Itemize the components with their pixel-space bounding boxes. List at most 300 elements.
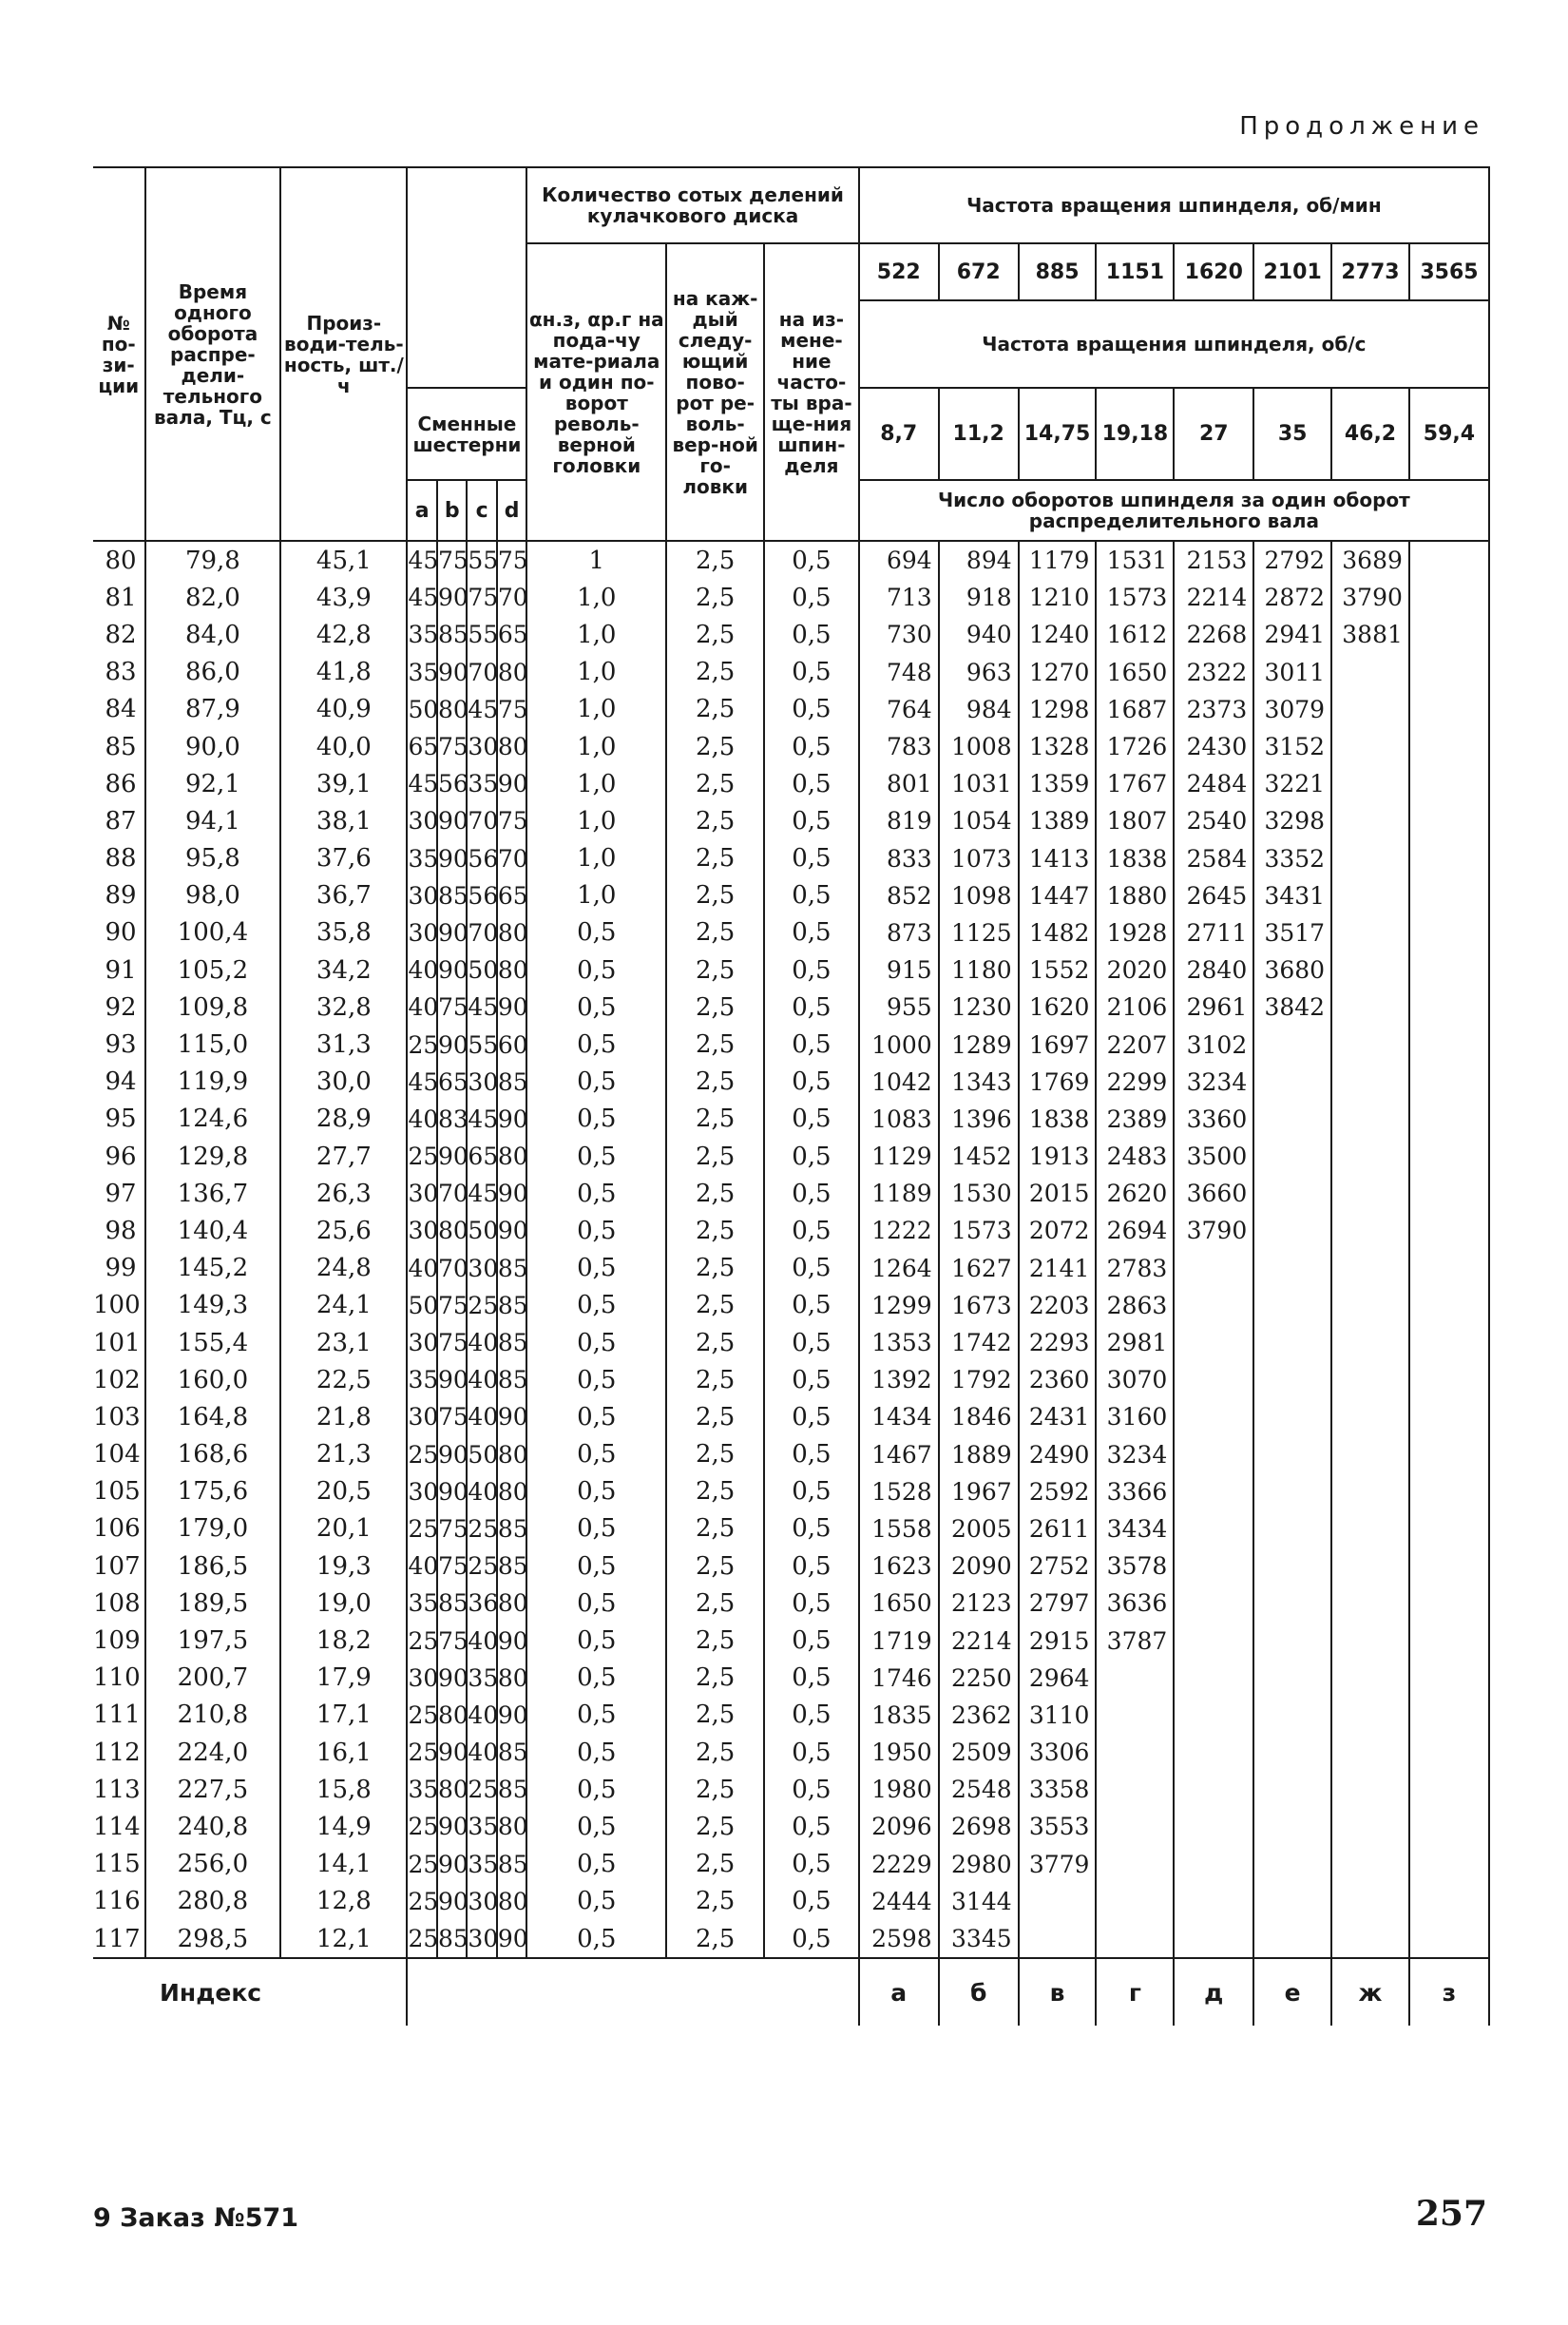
cell-turns (1253, 1585, 1331, 1622)
cell-turns: 3779 (1019, 1846, 1097, 1883)
spindle-table (93, 166, 1490, 2026)
cell-gear-a: 45 (407, 541, 436, 579)
cell-gear-d: 90 (497, 1697, 526, 1734)
cell-div-feed: 1,0 (526, 691, 666, 728)
cell-turns: 2598 (859, 1920, 939, 1958)
cell-gear-b: 75 (437, 1622, 467, 1659)
cell-div-each: 2,5 (666, 1398, 764, 1435)
cell-turns: 2941 (1253, 616, 1331, 653)
cell-div-each: 2,5 (666, 1101, 764, 1138)
cell-turns (1331, 1398, 1409, 1435)
table-row (93, 1660, 1489, 1697)
cell-turns: 2020 (1096, 951, 1174, 989)
cell-turns: 3234 (1174, 1064, 1253, 1101)
cell-gear-a: 25 (407, 1026, 436, 1063)
cell-turns: 1230 (939, 989, 1019, 1026)
cell-gear-b: 90 (437, 1473, 467, 1510)
cell-turns: 894 (939, 541, 1019, 579)
cell-turns (1253, 1808, 1331, 1845)
cell-gear-c: 35 (467, 1808, 496, 1845)
cell-turns: 3160 (1096, 1398, 1174, 1435)
cell-turns (1331, 728, 1409, 765)
cell-gear-d: 80 (497, 1138, 526, 1175)
cell-turns: 1769 (1019, 1064, 1097, 1101)
cell-gear-b: 80 (437, 1212, 467, 1249)
cell-turns: 2698 (939, 1808, 1019, 1845)
cell-turns: 783 (859, 728, 939, 765)
cell-turns (1253, 1473, 1331, 1510)
cell-div-each: 2,5 (666, 541, 764, 579)
cell-gear-d: 85 (497, 1734, 526, 1771)
cell-turns (1331, 1920, 1409, 1958)
cell-div-change: 0,5 (764, 579, 859, 616)
cell-turns (1409, 1026, 1489, 1063)
cell-div-change: 0,5 (764, 1622, 859, 1659)
cell-turns: 2431 (1019, 1398, 1097, 1435)
cell-div-feed: 0,5 (526, 1510, 666, 1547)
cell-gear-b: 75 (437, 989, 467, 1026)
header-position: № по-зи-ции (93, 167, 145, 541)
cell-gear-d: 85 (497, 1547, 526, 1585)
cell-turns: 2961 (1174, 989, 1253, 1026)
cell-turns (1409, 1361, 1489, 1398)
rps-value: 14,75 (1019, 388, 1097, 480)
cell-div-each: 2,5 (666, 802, 764, 839)
cell-gear-c: 25 (467, 1771, 496, 1808)
cell-position: 88 (93, 840, 145, 877)
cell-turns (1174, 1510, 1253, 1547)
cell-cycle-time: 100,4 (145, 914, 281, 951)
cell-gear-c: 75 (467, 579, 496, 616)
cell-turns: 852 (859, 877, 939, 914)
cell-div-feed: 0,5 (526, 1547, 666, 1585)
cell-productivity: 26,3 (280, 1175, 407, 1212)
cell-turns (1331, 1101, 1409, 1138)
cell-turns: 2592 (1019, 1473, 1097, 1510)
cell-turns: 730 (859, 616, 939, 653)
cell-turns: 1353 (859, 1324, 939, 1361)
cell-gear-c: 30 (467, 1064, 496, 1101)
cell-productivity: 30,0 (280, 1064, 407, 1101)
cell-turns: 2362 (939, 1697, 1019, 1734)
cell-turns (1409, 1622, 1489, 1659)
cell-position: 86 (93, 765, 145, 802)
cell-turns: 764 (859, 691, 939, 728)
cell-turns (1253, 1436, 1331, 1473)
cell-turns (1409, 1473, 1489, 1510)
cell-gear-a: 25 (407, 1510, 436, 1547)
index-letter: ж (1331, 1958, 1409, 2026)
cell-cycle-time: 200,7 (145, 1660, 281, 1697)
cell-gear-d: 90 (497, 989, 526, 1026)
cell-turns (1096, 1920, 1174, 1958)
cell-cycle-time: 298,5 (145, 1920, 281, 1958)
cell-div-feed: 0,5 (526, 1846, 666, 1883)
cell-gear-a: 50 (407, 691, 436, 728)
cell-div-feed: 0,5 (526, 1771, 666, 1808)
table-row (93, 1622, 1489, 1659)
cell-div-feed: 1,0 (526, 654, 666, 691)
cell-position: 80 (93, 541, 145, 579)
cell-div-each: 2,5 (666, 1697, 764, 1734)
cell-turns: 1179 (1019, 541, 1097, 579)
cell-turns (1409, 1883, 1489, 1920)
cell-div-feed: 0,5 (526, 1287, 666, 1324)
cell-turns: 1950 (859, 1734, 939, 1771)
cell-gear-b: 70 (437, 1175, 467, 1212)
cell-turns (1331, 1771, 1409, 1808)
cell-gear-c: 25 (467, 1287, 496, 1324)
cell-div-each: 2,5 (666, 1436, 764, 1473)
cell-div-change: 0,5 (764, 1473, 859, 1510)
cell-turns: 1928 (1096, 914, 1174, 951)
cell-turns: 2203 (1019, 1287, 1097, 1324)
cell-turns: 3352 (1253, 840, 1331, 877)
cell-gear-b: 90 (437, 1808, 467, 1845)
cell-turns (1096, 1771, 1174, 1808)
cell-gear-b: 75 (437, 1510, 467, 1547)
cell-turns: 1913 (1019, 1138, 1097, 1175)
cell-productivity: 40,9 (280, 691, 407, 728)
table-body (93, 541, 1489, 1958)
cell-turns: 694 (859, 541, 939, 579)
cell-gear-c: 45 (467, 1101, 496, 1138)
cell-turns (1409, 1436, 1489, 1473)
cell-turns: 1650 (859, 1585, 939, 1622)
cell-gear-d: 80 (497, 1473, 526, 1510)
cell-turns (1409, 1398, 1489, 1435)
cell-turns: 984 (939, 691, 1019, 728)
cell-cycle-time: 224,0 (145, 1734, 281, 1771)
cell-turns: 1413 (1019, 840, 1097, 877)
cell-gear-c: 45 (467, 1175, 496, 1212)
cell-cycle-time: 98,0 (145, 877, 281, 914)
cell-position: 104 (93, 1436, 145, 1473)
cell-gear-d: 75 (497, 691, 526, 728)
cell-turns: 2360 (1019, 1361, 1097, 1398)
order-number: 9 Заказ №571 (93, 2203, 299, 2233)
cell-div-each: 2,5 (666, 1138, 764, 1175)
cell-turns: 2444 (859, 1883, 939, 1920)
cell-gear-a: 35 (407, 654, 436, 691)
cell-productivity: 20,5 (280, 1473, 407, 1510)
cell-turns: 1807 (1096, 802, 1174, 839)
table-row (93, 1324, 1489, 1361)
cell-turns (1174, 1398, 1253, 1435)
cell-turns: 1180 (939, 951, 1019, 989)
rpm-value: 2773 (1331, 243, 1409, 300)
cell-position: 87 (93, 802, 145, 839)
cell-productivity: 27,7 (280, 1138, 407, 1175)
cell-div-feed: 0,5 (526, 1026, 666, 1063)
cell-gear-c: 30 (467, 728, 496, 765)
cell-gear-b: 85 (437, 616, 467, 653)
cell-gear-a: 40 (407, 989, 436, 1026)
cell-cycle-time: 129,8 (145, 1138, 281, 1175)
cell-turns: 1328 (1019, 728, 1097, 765)
cell-div-change: 0,5 (764, 1250, 859, 1287)
cell-gear-a: 25 (407, 1734, 436, 1771)
cell-div-change: 0,5 (764, 1324, 859, 1361)
cell-turns: 3360 (1174, 1101, 1253, 1138)
cell-turns: 2509 (939, 1734, 1019, 1771)
cell-productivity: 42,8 (280, 616, 407, 653)
cell-productivity: 17,1 (280, 1697, 407, 1734)
rpm-value: 672 (939, 243, 1019, 300)
table-row (93, 802, 1489, 839)
cell-turns (1331, 1734, 1409, 1771)
cell-gear-a: 40 (407, 1547, 436, 1585)
cell-turns (1409, 1250, 1489, 1287)
cell-gear-a: 25 (407, 1808, 436, 1845)
cell-turns (1331, 914, 1409, 951)
cell-gear-d: 85 (497, 1287, 526, 1324)
cell-turns (1331, 1846, 1409, 1883)
cell-cycle-time: 227,5 (145, 1771, 281, 1808)
cell-gear-d: 85 (497, 1250, 526, 1287)
cell-div-change: 0,5 (764, 1808, 859, 1845)
cell-turns: 3070 (1096, 1361, 1174, 1398)
cell-cycle-time: 92,1 (145, 765, 281, 802)
cell-turns: 1129 (859, 1138, 939, 1175)
cell-turns: 1467 (859, 1436, 939, 1473)
cell-turns: 1270 (1019, 654, 1097, 691)
cell-gear-a: 40 (407, 1101, 436, 1138)
cell-gear-a: 25 (407, 1138, 436, 1175)
cell-div-change: 0,5 (764, 1175, 859, 1212)
cell-turns: 3152 (1253, 728, 1331, 765)
cell-turns: 1299 (859, 1287, 939, 1324)
cell-productivity: 32,8 (280, 989, 407, 1026)
cell-productivity: 40,0 (280, 728, 407, 765)
cell-turns (1331, 765, 1409, 802)
cell-div-each: 2,5 (666, 951, 764, 989)
cell-position: 97 (93, 1175, 145, 1212)
cell-div-feed: 1,0 (526, 728, 666, 765)
cell-gear-d: 85 (497, 1510, 526, 1547)
cell-turns: 819 (859, 802, 939, 839)
cell-cycle-time: 105,2 (145, 951, 281, 989)
cell-turns: 2694 (1096, 1212, 1174, 1249)
cell-turns: 1746 (859, 1660, 939, 1697)
cell-gear-a: 30 (407, 802, 436, 839)
cell-turns (1409, 1547, 1489, 1585)
table-row (93, 1771, 1489, 1808)
cell-turns (1409, 541, 1489, 579)
cell-position: 114 (93, 1808, 145, 1845)
cell-position: 92 (93, 989, 145, 1026)
cell-productivity: 31,3 (280, 1026, 407, 1063)
cell-div-feed: 0,5 (526, 1064, 666, 1101)
cell-turns: 833 (859, 840, 939, 877)
cell-div-change: 0,5 (764, 1212, 859, 1249)
cell-productivity: 21,8 (280, 1398, 407, 1435)
cell-turns: 3500 (1174, 1138, 1253, 1175)
rpm-value: 3565 (1409, 243, 1489, 300)
cell-div-feed: 0,5 (526, 951, 666, 989)
cell-gear-d: 90 (497, 1622, 526, 1659)
cell-gear-b: 90 (437, 840, 467, 877)
index-blank (407, 1958, 858, 2026)
cell-turns (1331, 1250, 1409, 1287)
cell-turns (1409, 1510, 1489, 1547)
cell-gear-a: 25 (407, 1883, 436, 1920)
index-letter: а (859, 1958, 939, 2026)
cell-turns: 2863 (1096, 1287, 1174, 1324)
cell-gear-c: 55 (467, 1026, 496, 1063)
cell-turns (1096, 1883, 1174, 1920)
cell-cycle-time: 115,0 (145, 1026, 281, 1063)
cell-cycle-time: 87,9 (145, 691, 281, 728)
table-row (93, 1547, 1489, 1585)
cell-gear-c: 40 (467, 1361, 496, 1398)
cell-productivity: 23,1 (280, 1324, 407, 1361)
cell-div-feed: 1,0 (526, 765, 666, 802)
index-row (93, 1958, 1489, 2026)
cell-cycle-time: 280,8 (145, 1883, 281, 1920)
cell-turns (1409, 1808, 1489, 1845)
cell-gear-c: 25 (467, 1510, 496, 1547)
cell-turns (1096, 1734, 1174, 1771)
cell-position: 89 (93, 877, 145, 914)
cell-turns: 918 (939, 579, 1019, 616)
cell-turns (1253, 1361, 1331, 1398)
cell-turns (1331, 1547, 1409, 1585)
cell-turns: 1880 (1096, 877, 1174, 914)
cell-gear-c: 25 (467, 1547, 496, 1585)
table-row (93, 1510, 1489, 1547)
continuation-label: Продолжение (1239, 112, 1484, 141)
table-row (93, 1585, 1489, 1622)
table-row (93, 765, 1489, 802)
cell-position: 84 (93, 691, 145, 728)
cell-gear-c: 30 (467, 1883, 496, 1920)
cell-productivity: 36,7 (280, 877, 407, 914)
cell-turns: 3881 (1331, 616, 1409, 653)
cell-gear-b: 90 (437, 951, 467, 989)
cell-productivity: 37,6 (280, 840, 407, 877)
cell-turns: 3553 (1019, 1808, 1097, 1845)
cell-productivity: 15,8 (280, 1771, 407, 1808)
cell-turns: 1482 (1019, 914, 1097, 951)
cell-turns: 1687 (1096, 691, 1174, 728)
cell-turns: 1389 (1019, 802, 1097, 839)
cell-gear-c: 70 (467, 802, 496, 839)
cell-div-change: 0,5 (764, 1101, 859, 1138)
cell-turns (1174, 1287, 1253, 1324)
cell-gear-c: 65 (467, 1138, 496, 1175)
cell-gear-c: 40 (467, 1697, 496, 1734)
cell-turns: 2645 (1174, 877, 1253, 914)
cell-turns: 1392 (859, 1361, 939, 1398)
cell-div-feed: 0,5 (526, 1361, 666, 1398)
cell-turns: 713 (859, 579, 939, 616)
cell-position: 108 (93, 1585, 145, 1622)
cell-turns: 1528 (859, 1473, 939, 1510)
cell-cycle-time: 140,4 (145, 1212, 281, 1249)
cell-div-each: 2,5 (666, 840, 764, 877)
cell-gear-b: 65 (437, 1064, 467, 1101)
cell-gear-d: 85 (497, 1846, 526, 1883)
cell-gear-b: 83 (437, 1101, 467, 1138)
cell-div-change: 0,5 (764, 989, 859, 1026)
cell-turns (1331, 691, 1409, 728)
cell-turns: 1552 (1019, 951, 1097, 989)
cell-turns: 2214 (939, 1622, 1019, 1659)
cell-turns (1331, 1212, 1409, 1249)
cell-gear-b: 90 (437, 654, 467, 691)
cell-position: 93 (93, 1026, 145, 1063)
cell-turns (1174, 1734, 1253, 1771)
table-row (93, 541, 1489, 579)
cell-gear-c: 55 (467, 616, 496, 653)
cell-turns (1409, 765, 1489, 802)
cell-turns: 2072 (1019, 1212, 1097, 1249)
cell-position: 85 (93, 728, 145, 765)
cell-gear-a: 45 (407, 579, 436, 616)
header-gear-c: c (467, 480, 496, 541)
cell-gear-d: 70 (497, 840, 526, 877)
cell-gear-d: 65 (497, 877, 526, 914)
cell-turns: 3434 (1096, 1510, 1174, 1547)
cell-turns: 1719 (859, 1622, 939, 1659)
cell-turns (1174, 1324, 1253, 1361)
cell-turns (1096, 1660, 1174, 1697)
cell-productivity: 20,1 (280, 1510, 407, 1547)
cell-productivity: 39,1 (280, 765, 407, 802)
cell-turns (1174, 1547, 1253, 1585)
cell-turns (1253, 1697, 1331, 1734)
cell-turns: 2322 (1174, 654, 1253, 691)
table-row (93, 579, 1489, 616)
cell-div-each: 2,5 (666, 1585, 764, 1622)
cell-div-change: 0,5 (764, 1846, 859, 1883)
cell-turns: 1838 (1019, 1101, 1097, 1138)
cell-gear-d: 80 (497, 728, 526, 765)
table-row (93, 654, 1489, 691)
cell-productivity: 43,9 (280, 579, 407, 616)
cell-gear-a: 30 (407, 1175, 436, 1212)
cell-productivity: 12,8 (280, 1883, 407, 1920)
cell-div-each: 2,5 (666, 914, 764, 951)
cell-gear-d: 85 (497, 1064, 526, 1101)
cell-div-change: 0,5 (764, 802, 859, 839)
cell-productivity: 14,9 (280, 1808, 407, 1845)
cell-turns: 2214 (1174, 579, 1253, 616)
cell-productivity: 19,0 (280, 1585, 407, 1622)
cell-turns: 3790 (1331, 579, 1409, 616)
cell-turns: 2620 (1096, 1175, 1174, 1212)
cell-turns (1409, 1212, 1489, 1249)
cell-div-feed: 0,5 (526, 1697, 666, 1734)
cell-turns: 2268 (1174, 616, 1253, 653)
cell-gear-b: 90 (437, 914, 467, 951)
cell-turns (1409, 1287, 1489, 1324)
cell-turns: 2090 (939, 1547, 1019, 1585)
cell-turns (1409, 579, 1489, 616)
cell-turns (1174, 1846, 1253, 1883)
cell-div-each: 2,5 (666, 691, 764, 728)
cell-turns (1409, 840, 1489, 877)
header-rps: Частота вращения шпинделя, об/с (859, 300, 1489, 388)
cell-turns (1096, 1808, 1174, 1845)
cell-gear-d: 80 (497, 914, 526, 951)
cell-turns: 3221 (1253, 765, 1331, 802)
cell-turns: 2430 (1174, 728, 1253, 765)
table-row (93, 1026, 1489, 1063)
cell-turns: 2792 (1253, 541, 1331, 579)
cell-gear-d: 85 (497, 1361, 526, 1398)
